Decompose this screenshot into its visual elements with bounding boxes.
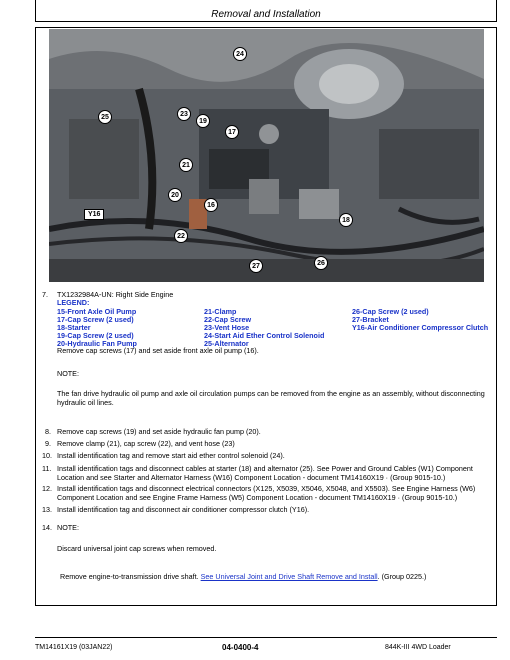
callout-25: 25 (98, 110, 112, 124)
step-number: 12. (42, 484, 52, 493)
legend-item: 25-Alternator (204, 339, 249, 348)
step-number: 9. (45, 439, 51, 448)
engine-illustration (49, 29, 484, 282)
drive-shaft-link[interactable]: See Universal Joint and Drive Shaft Remove and Install (200, 572, 378, 581)
page-header-title: Removal and Installation (211, 9, 321, 20)
figure-id: TX1232984A-UN: Right Side Engine (57, 290, 174, 299)
note-text: The fan drive hydraulic oil pump and axle oil circulation pumps can be removed from the engine as an assembly, without disconnecting hydraulic oil lines. (57, 389, 485, 407)
step-14-note-label: NOTE: (57, 523, 79, 532)
legend-item: 15-Front Axle Oil Pump (57, 307, 137, 316)
step-number: 13. (42, 505, 52, 514)
step-14-number: 14. (42, 523, 52, 532)
callout-18: 18 (339, 213, 353, 227)
legend-title: LEGEND: (57, 298, 90, 307)
legend-item: 18-Starter (57, 323, 91, 332)
legend-item: 27-Bracket (352, 315, 389, 324)
callout-26: 26 (314, 256, 328, 270)
step-7-number: 7. (42, 290, 48, 299)
engine-photo (49, 29, 484, 282)
footer-page-number: 04-0400-4 (222, 643, 259, 652)
footer-machine: 844K-III 4WD Loader (385, 644, 451, 651)
drive-shaft-prefix: Remove engine-to-transmission drive shaft. (60, 572, 199, 581)
legend-item: 26-Cap Screw (2 used) (352, 307, 429, 316)
step-text: Remove clamp (21), cap screw (22), and vent hose (23) (57, 439, 235, 448)
callout-22: 22 (174, 229, 188, 243)
legend-item: 24-Start Aid Ether Control Solenoid (204, 331, 325, 340)
step-text: Install identification tags and disconnect electrical connectors (X125, X5039, X5046, X5048, and X5503). See Engine Harness (W6) Component Location and see Engine Frame Harness (W5) Component Location - document TM14160X19 · (Group 9015-10.) (57, 484, 476, 502)
callout-y16: Y16 (84, 209, 104, 220)
legend-item: 22-Cap Screw (204, 315, 252, 324)
callout-16: 16 (204, 198, 218, 212)
drive-shaft-instruction (60, 572, 490, 581)
step-14-note-text: Discard universal joint cap screws when removed. (57, 544, 217, 553)
step-text: Remove cap screws (19) and set aside hydraulic fan pump (20). (57, 427, 261, 436)
callout-21: 21 (179, 158, 193, 172)
step-number: 10. (42, 451, 52, 460)
callout-19: 19 (196, 114, 210, 128)
callout-27: 27 (249, 259, 263, 273)
legend-item: 19-Cap Screw (2 used) (57, 331, 134, 340)
legend-item: 20-Hydraulic Fan Pump (57, 339, 137, 348)
callout-24: 24 (233, 47, 247, 61)
step-text: Install identification tag and remove start aid ether control solenoid (24). (57, 451, 285, 460)
note-label: NOTE: (57, 369, 79, 378)
step-text: Install identification tag and disconnect air conditioner compressor clutch (Y16). (57, 505, 310, 514)
step-number: 8. (45, 427, 51, 436)
legend-item: Y16-Air Conditioner Compressor Clutch (352, 323, 489, 332)
legend-item: 23-Vent Hose (204, 323, 250, 332)
footer-doc-id: TM14161X19 (03JAN22) (35, 644, 113, 651)
legend-item: 17-Cap Screw (2 used) (57, 315, 134, 324)
legend-item: 21-Clamp (204, 307, 237, 316)
callout-23: 23 (177, 107, 191, 121)
step-number: 11. (42, 464, 52, 473)
step-text: Install identification tags and disconnect cables at starter (18) and alternator (25). See Power and Ground Cables (W1) Component Location and see Starter and Alternator Harness (W16) Component Location - document TM14160X19 · (Group 9015-10.) (57, 464, 473, 482)
drive-shaft-suffix: . (Group 0225.) (377, 572, 427, 581)
step-7-text: Remove cap screws (17) and set aside front axle oil pump (16). (57, 346, 259, 355)
callout-17: 17 (225, 125, 239, 139)
footer-divider (35, 637, 497, 638)
callout-20: 20 (168, 188, 182, 202)
